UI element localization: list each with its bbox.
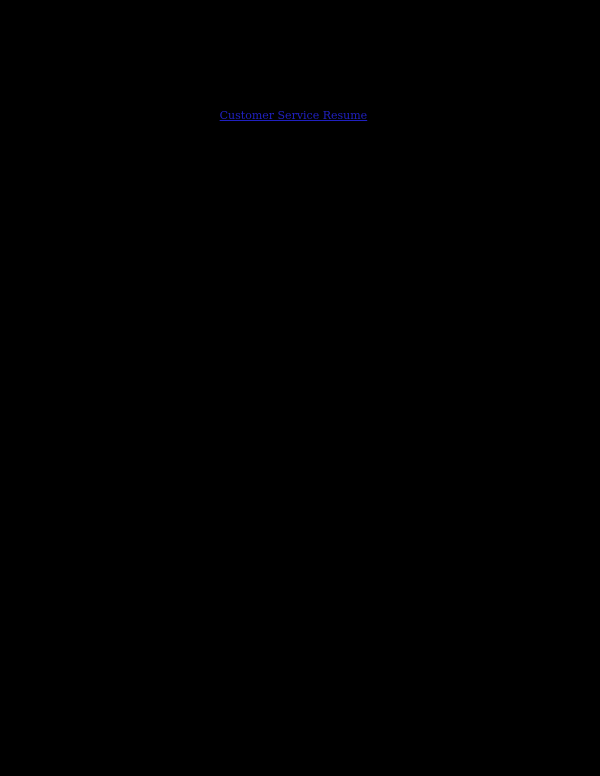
- paragraph-line: My duties included making 60 cold calls a day to business and private: [88, 383, 522, 397]
- source-suffix: ): [367, 109, 372, 122]
- paragraph-line: improve my skills in leadership, allowed me to gain organizational: [88, 479, 499, 493]
- paragraph-experience: [88, 462, 534, 558]
- page-title: Customer Service Cover Letter Sample: [88, 71, 490, 92]
- paragraph-line: Hotel as a Front Desk Clerk where I provided information to guests in a: [88, 527, 534, 541]
- paragraph-closing: [88, 574, 528, 638]
- address-block: [88, 142, 518, 222]
- paragraph-line: requirements for the Customer Service Representative position. Thank: [88, 607, 528, 621]
- paragraph-line: services and goods to potential clients. I have also worked at Parade: [88, 511, 513, 525]
- paragraph-line: Executive at Telemarketer Auto Insurance USA for more than 2 years: [88, 287, 519, 301]
- hr-manager-line: HR Manager: [88, 159, 168, 173]
- signature-contact: Address, Phone number, Email address: [88, 687, 331, 701]
- paragraph-line: My experience at Telemarketer Auto Insurance USA has helped me: [88, 463, 505, 477]
- source-note: [88, 108, 518, 124]
- paragraph-line: and increased the close ratio by 10% within 3 months.: [88, 431, 425, 445]
- signature-block: [88, 654, 518, 702]
- paragraph-line: 150+ room hotel & trained and supervised 6 new staff members.: [88, 543, 491, 557]
- signature-name: Name: [88, 671, 125, 685]
- paragraph-line: deal with agitated or distressed customers. I am accustomed to working: [88, 319, 536, 333]
- paragraph-line: your company grow and surpass all goals and objectives.: [88, 351, 441, 365]
- paragraph-line: I am writing to your regarding your company's Customer Service: [88, 255, 493, 269]
- source-prefix: (Based on this resume:: [88, 109, 220, 122]
- paragraph-line: now and have developed impeccable phone manners, and an ability to: [88, 303, 523, 317]
- letter-content: [88, 70, 536, 702]
- date-line: Date: [88, 207, 118, 221]
- company-name-line: Company Name: [88, 175, 187, 189]
- resume-link[interactable]: Customer Service Resume: [219, 109, 368, 122]
- closing-line: Sincerely,: [88, 655, 149, 669]
- paragraph-line: I am looking forward to discussing the position and my qualifications: [88, 575, 516, 589]
- paragraph-line: skills, and has provided me with extensive knowledge of how to upsell: [88, 495, 523, 509]
- paragraph-duties: [88, 382, 524, 446]
- paragraph-line: on multiple projects simultaneously, and can offer new ideas to help: [88, 335, 509, 349]
- paragraph-intro: [88, 254, 536, 366]
- manager-name-line: (Manager's Name): [88, 143, 204, 157]
- paragraph-line: with you in more detail soon. I feel confident that I fulfill the: [88, 591, 463, 605]
- paragraph-line: you for your time and consideration.: [88, 623, 314, 637]
- company-address-line: Company Address: [88, 191, 200, 205]
- paragraph-line: individuals to solicit sales for goods and services. During my tenure, I: [88, 399, 521, 413]
- paragraph-line: Representative opening. I have been working as a Telephone Sales: [88, 271, 503, 285]
- salutation: Dear Mr./Mrs./Ms. (Manager's Name): [88, 239, 322, 253]
- paragraph-line: implemented a new sales strategy, reducing training expenses by 30%: [88, 415, 524, 429]
